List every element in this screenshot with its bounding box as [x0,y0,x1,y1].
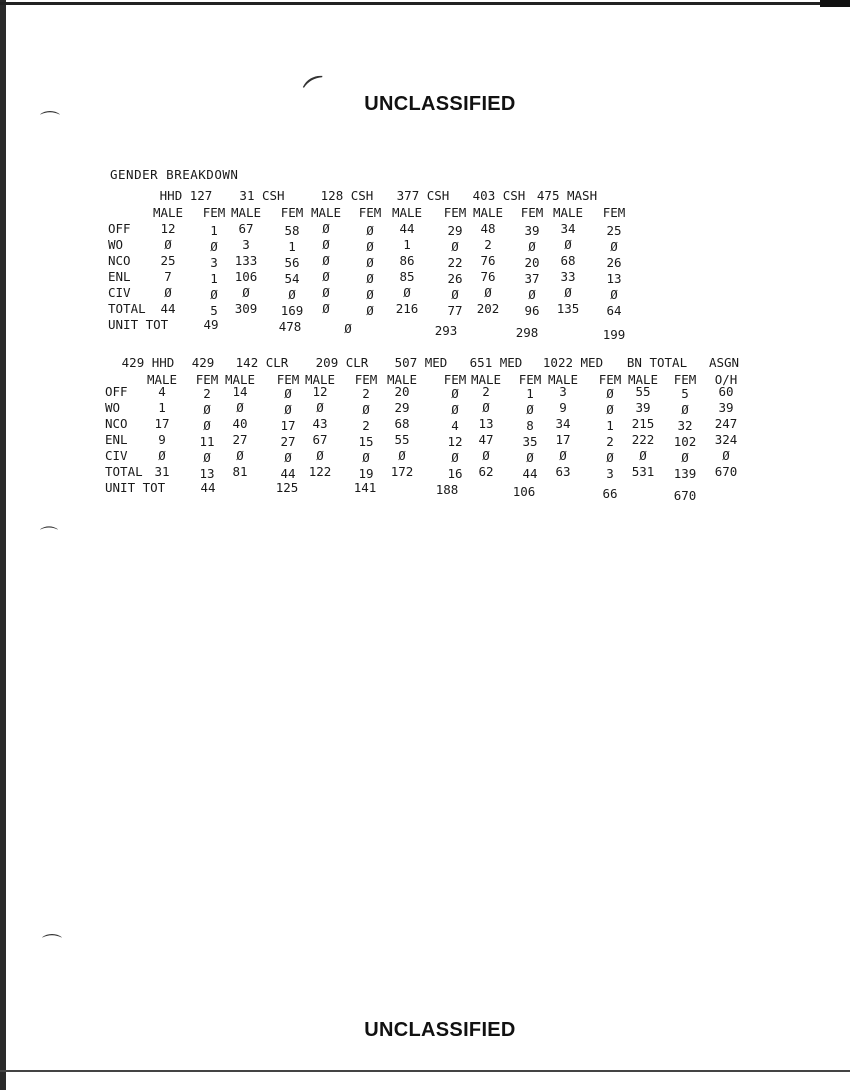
table-cell: Ø [210,239,218,254]
table-cell: 215 [631,416,655,431]
sex-header: MALE [547,372,579,387]
row-label: ENL [108,269,131,284]
table-cell: 58 [284,223,300,238]
table-cell: Ø [284,386,292,401]
scan-arc-mark: ⌒ [42,932,62,956]
table-cell: Ø [451,386,459,401]
table-cell: Ø [322,221,330,236]
unit-tot-cell: 188 [435,482,459,497]
table-cell: Ø [606,450,614,465]
unit-tot-label: UNIT TOT [108,317,169,332]
table-cell: 15 [358,434,374,449]
row-label: TOTAL [108,301,146,316]
sex-header: MALE [472,205,504,220]
table-cell: 31 [154,464,170,479]
unit-tot-label: UNIT TOT [105,480,166,495]
table-cell: Ø [203,402,211,417]
table-cell: Ø [451,239,459,254]
table-cell: 3 [210,255,218,270]
row-label: NCO [105,416,128,431]
table-cell: 19 [358,466,374,481]
table-cell: Ø [284,450,292,465]
unit-header: 377 CSH [396,188,450,203]
unit-header: 429 HHD [121,355,175,370]
table-cell: Ø [158,448,166,463]
table-cell: 44 [399,221,415,236]
table-cell: 16 [447,466,463,481]
table-cell: 67 [312,432,328,447]
table-cell: Ø [606,402,614,417]
table-cell: 12 [447,434,463,449]
table-cell: Ø [366,287,374,302]
scan-edge-top-right [820,0,850,7]
unit-header: 429 [191,355,215,370]
sex-header: MALE [627,372,659,387]
sex-header: FEM [354,372,378,387]
classification-banner-top: UNCLASSIFIED [364,93,516,115]
table-cell: Ø [164,237,172,252]
unit-tot-cell: 106 [512,484,536,499]
table-cell: Ø [366,255,374,270]
table-cell: Ø [681,450,689,465]
table-cell: 29 [394,400,410,415]
table-cell: 531 [631,464,655,479]
table-cell: 2 [203,386,211,401]
document-title: GENDER BREAKDOWN [110,167,239,182]
table-cell: Ø [610,239,618,254]
table-cell: 48 [480,221,496,236]
row-label: WO [108,237,124,252]
unit-tot-cell: 298 [515,325,539,340]
table-cell: 13 [478,416,494,431]
unit-tot-cell: 125 [275,480,299,495]
table-cell: Ø [322,253,330,268]
table-cell: Ø [482,400,490,415]
table-cell: 27 [232,432,248,447]
row-label: CIV [105,448,128,463]
unit-tot-cell: 141 [353,480,377,495]
table-cell: Ø [322,237,330,252]
table-cell: 4 [451,418,459,433]
table-cell: 5 [210,303,218,318]
table-cell: Ø [366,303,374,318]
table-cell: 39 [718,400,734,415]
table-cell: Ø [564,237,572,252]
sex-header: MALE [304,372,336,387]
table-cell: 60 [718,384,734,399]
table-cell: Ø [606,386,614,401]
table-cell: Ø [681,402,689,417]
unit-tot-cell: 670 [673,488,697,503]
unit-tot-cell: 478 [278,319,302,334]
table-cell: Ø [210,287,218,302]
table-cell: Ø [366,239,374,254]
table-cell: 34 [555,416,571,431]
scan-arc-mark: ⌒ [40,109,60,133]
table-cell: Ø [203,418,211,433]
table-cell: 26 [447,271,463,286]
table-cell: 172 [390,464,414,479]
table-cell: 1 [288,239,296,254]
table-cell: Ø [316,448,324,463]
table-cell: 4 [158,384,166,399]
table-cell: Ø [526,402,534,417]
table-cell: 56 [284,255,300,270]
table-cell: 76 [480,269,496,284]
sex-header: FEM [202,205,226,220]
table-cell: Ø [362,402,370,417]
table-cell: 670 [714,464,738,479]
table-cell: Ø [366,271,374,286]
table-cell: 8 [526,418,534,433]
table-cell: 17 [280,418,296,433]
table-cell: 216 [395,301,419,316]
table-cell: 309 [234,301,258,316]
table-cell: 44 [522,466,538,481]
unit-header: HHD 127 [159,188,213,203]
table-cell: Ø [242,285,250,300]
table-cell: 44 [280,466,296,481]
table-cell: 3 [606,466,614,481]
unit-tot-cell: 199 [602,327,626,342]
row-label: TOTAL [105,464,143,479]
table-cell: 2 [484,237,492,252]
table-cell: 47 [478,432,494,447]
table-cell: 35 [522,434,538,449]
unit-header: 128 CSH [320,188,374,203]
table-cell: Ø [722,448,730,463]
table-cell: 33 [560,269,576,284]
table-cell: Ø [482,448,490,463]
scan-edge-bottom [0,1070,850,1072]
table-cell: 27 [280,434,296,449]
row-label: WO [105,400,121,415]
table-cell: 32 [677,418,693,433]
table-cell: Ø [203,450,211,465]
sex-header: FEM [358,205,382,220]
table-cell: 11 [199,434,215,449]
table-cell: Ø [284,402,292,417]
table-cell: Ø [236,400,244,415]
sex-header: FEM [280,205,304,220]
unit-header: BN TOTAL [626,355,688,370]
table-cell: 2 [362,386,370,401]
table-cell: 1 [158,400,166,415]
table-cell: 55 [394,432,410,447]
table-cell: 40 [232,416,248,431]
sex-header: MALE [386,372,418,387]
table-cell: 37 [524,271,540,286]
sex-header: MALE [230,205,262,220]
sex-header: FEM [520,205,544,220]
table-cell: 202 [476,301,500,316]
table-cell: 17 [555,432,571,447]
sex-header: FEM [443,372,467,387]
table-cell: 86 [399,253,415,268]
unit-header: 31 CSH [239,188,285,203]
table-cell: Ø [164,285,172,300]
table-cell: 102 [673,434,697,449]
table-cell: 12 [312,384,328,399]
table-cell: 324 [714,432,738,447]
table-cell: 39 [635,400,651,415]
table-cell: 20 [394,384,410,399]
table-cell: 77 [447,303,463,318]
unit-header: 403 CSH [472,188,526,203]
table-cell: 43 [312,416,328,431]
table-cell: 9 [158,432,166,447]
unit-header: 142 CLR [235,355,289,370]
table-cell: 85 [399,269,415,284]
table-cell: Ø [451,402,459,417]
unit-header: 1022 MED [542,355,604,370]
table-cell: 14 [232,384,248,399]
table-cell: Ø [288,287,296,302]
scan-edge-left [0,0,6,1090]
sex-header: O/H [714,372,738,387]
sex-header: MALE [146,372,178,387]
table-cell: 3 [559,384,567,399]
row-label: NCO [108,253,131,268]
table-cell: 9 [559,400,567,415]
table-cell: 26 [606,255,622,270]
table-cell: Ø [316,400,324,415]
table-cell: 20 [524,255,540,270]
row-label: OFF [108,221,131,236]
table-cell: Ø [484,285,492,300]
table-cell: Ø [559,448,567,463]
table-cell: 247 [714,416,738,431]
table-cell: 1 [526,386,534,401]
table-cell: 17 [154,416,170,431]
table-cell: 39 [524,223,540,238]
sex-header: FEM [276,372,300,387]
unit-tot-cell: 293 [434,323,458,338]
unit-tot-cell: 49 [203,317,219,332]
table-cell: Ø [322,285,330,300]
table-cell: 34 [560,221,576,236]
table-cell: Ø [564,285,572,300]
table-cell: Ø [366,223,374,238]
table-cell: Ø [362,450,370,465]
table-cell: 44 [160,301,176,316]
table-cell: 7 [164,269,172,284]
sex-header: FEM [443,205,467,220]
table-cell: 2 [606,434,614,449]
unit-header: ASGN [708,355,740,370]
row-label: ENL [105,432,128,447]
table-cell: Ø [528,287,536,302]
table-cell: 222 [631,432,655,447]
sex-header: MALE [470,372,502,387]
table-cell: 68 [394,416,410,431]
sex-header: MALE [552,205,584,220]
table-cell: 62 [478,464,494,479]
table-cell: 5 [681,386,689,401]
sex-header: FEM [518,372,542,387]
sex-header: MALE [152,205,184,220]
classification-banner-bottom: UNCLASSIFIED [364,1019,516,1041]
table-cell: 1 [403,237,411,252]
table-cell: 122 [308,464,332,479]
table-cell: Ø [451,287,459,302]
sex-header: MALE [310,205,342,220]
table-cell: Ø [236,448,244,463]
table-cell: 133 [234,253,258,268]
scan-edge-top [0,2,850,5]
table-cell: 13 [199,466,215,481]
unit-header: 475 MASH [536,188,598,203]
table-cell: 1 [606,418,614,433]
table-cell: 2 [482,384,490,399]
table-cell: 1 [210,271,218,286]
table-cell: 96 [524,303,540,318]
sex-header: FEM [673,372,697,387]
sex-header: FEM [602,205,626,220]
table-cell: 139 [673,466,697,481]
table-cell: 81 [232,464,248,479]
table-cell: 29 [447,223,463,238]
table-cell: 3 [242,237,250,252]
unit-header: 209 CLR [315,355,369,370]
table-cell: 55 [635,384,651,399]
table-cell: 67 [238,221,254,236]
table-cell: 135 [556,301,580,316]
table-cell: 25 [160,253,176,268]
unit-tot-cell: Ø [344,321,352,336]
table-cell: Ø [322,269,330,284]
table-cell: Ø [451,450,459,465]
sex-header: MALE [224,372,256,387]
table-cell: 25 [606,223,622,238]
sex-header: MALE [391,205,423,220]
table-cell: 76 [480,253,496,268]
table-cell: 54 [284,271,300,286]
table-cell: 22 [447,255,463,270]
table-cell: Ø [528,239,536,254]
unit-header: 651 MED [469,355,523,370]
table-cell: Ø [322,301,330,316]
table-cell: 12 [160,221,176,236]
unit-header: 507 MED [394,355,448,370]
table-cell: 68 [560,253,576,268]
table-cell: 64 [606,303,622,318]
table-cell: 1 [210,223,218,238]
table-cell: Ø [398,448,406,463]
unit-tot-cell: 44 [200,480,216,495]
table-cell: 2 [362,418,370,433]
table-cell: 169 [280,303,304,318]
table-cell: Ø [610,287,618,302]
scan-arc-mark: ⌒ [40,526,58,547]
table-cell: 13 [606,271,622,286]
sex-header: FEM [598,372,622,387]
row-label: CIV [108,285,131,300]
table-cell: Ø [639,448,647,463]
sex-header: FEM [195,372,219,387]
hole-punch-mark: ⌒ [301,72,333,106]
unit-tot-cell: 66 [602,486,618,501]
table-cell: 63 [555,464,571,479]
table-cell: Ø [403,285,411,300]
table-cell: 106 [234,269,258,284]
table-cell: Ø [526,450,534,465]
row-label: OFF [105,384,128,399]
